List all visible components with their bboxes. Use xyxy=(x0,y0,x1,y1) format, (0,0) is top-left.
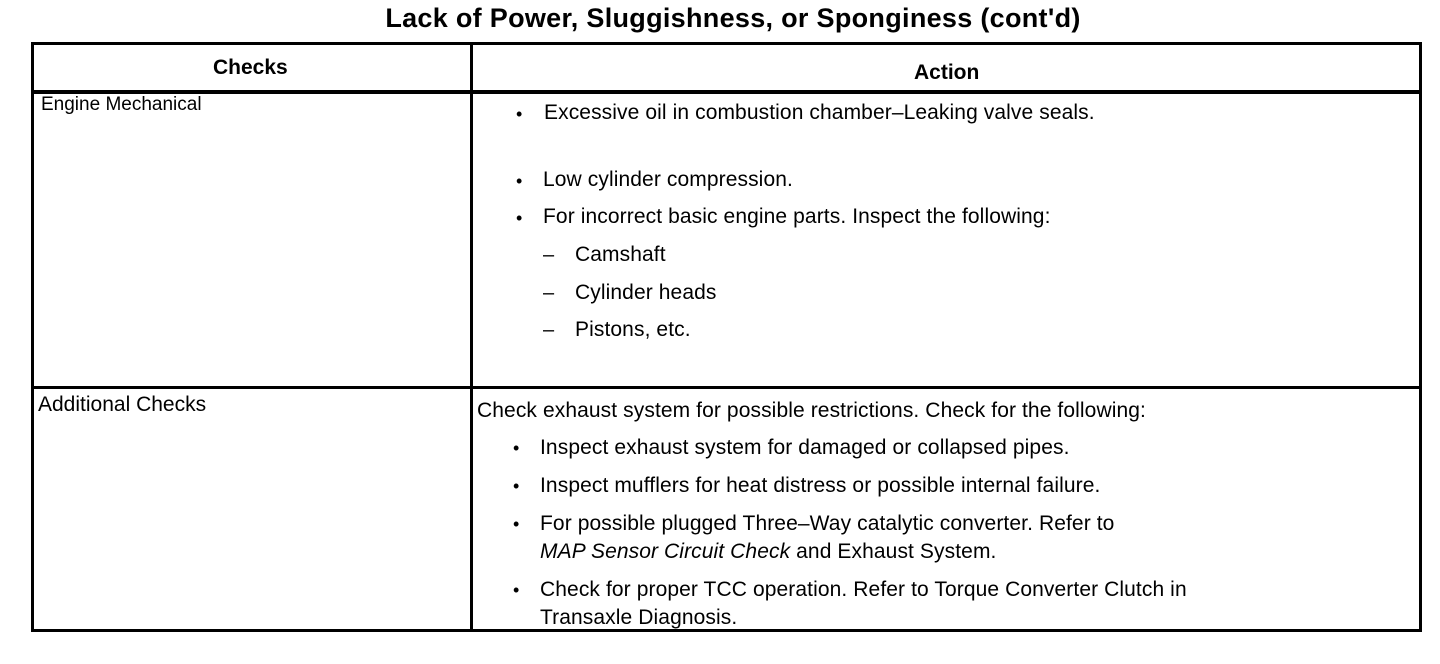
action-item-continuation: Transaxle Diagnosis. xyxy=(540,606,738,629)
action-intro: Check exhaust system for possible restrictions. Check for the following: xyxy=(477,399,1146,422)
row-divider xyxy=(34,386,1419,389)
bullet-marker: • xyxy=(516,208,523,228)
action-subitem: Pistons, etc. xyxy=(575,318,691,341)
action-item: Low cylinder compression. xyxy=(543,168,793,191)
dash-marker: – xyxy=(543,282,555,304)
action-item: For incorrect basic engine parts. Inspect the following: xyxy=(543,205,1051,228)
action-item: Excessive oil in combustion chamber–Leaking valve seals. xyxy=(544,101,1095,124)
bullet-marker: • xyxy=(513,476,520,496)
bullet-marker: • xyxy=(513,438,520,458)
action-item: Inspect exhaust system for damaged or collapsed pipes. xyxy=(540,436,1070,459)
bullet-marker: • xyxy=(516,104,523,124)
header-action: Action xyxy=(914,61,980,84)
diagnostic-table xyxy=(31,42,1422,632)
header-divider xyxy=(34,90,1419,94)
dash-marker: – xyxy=(543,319,555,341)
action-subitem: Camshaft xyxy=(575,243,666,266)
check-engine-mechanical: Engine Mechanical xyxy=(41,94,202,115)
action-subitem: Cylinder heads xyxy=(575,281,717,304)
bullet-marker: • xyxy=(513,514,520,534)
page-title: Lack of Power, Sluggishness, or Sponginess (cont'd) xyxy=(385,3,1081,33)
exhaust-system-reference: and Exhaust System. xyxy=(790,540,997,563)
action-item: Check for proper TCC operation. Refer to Torque Converter Clutch in xyxy=(540,578,1187,601)
map-sensor-reference: MAP Sensor Circuit Check xyxy=(540,540,791,563)
bullet-marker: • xyxy=(513,580,520,600)
bullet-marker: • xyxy=(516,171,523,191)
action-item: For possible plugged Three–Way catalytic converter. Refer to xyxy=(540,512,1115,535)
column-divider xyxy=(470,45,473,629)
action-item-reference xyxy=(540,540,996,564)
header-checks: Checks xyxy=(213,56,288,79)
check-additional-checks: Additional Checks xyxy=(38,393,207,416)
dash-marker: – xyxy=(543,244,555,266)
action-item: Inspect mufflers for heat distress or possible internal failure. xyxy=(540,474,1101,497)
